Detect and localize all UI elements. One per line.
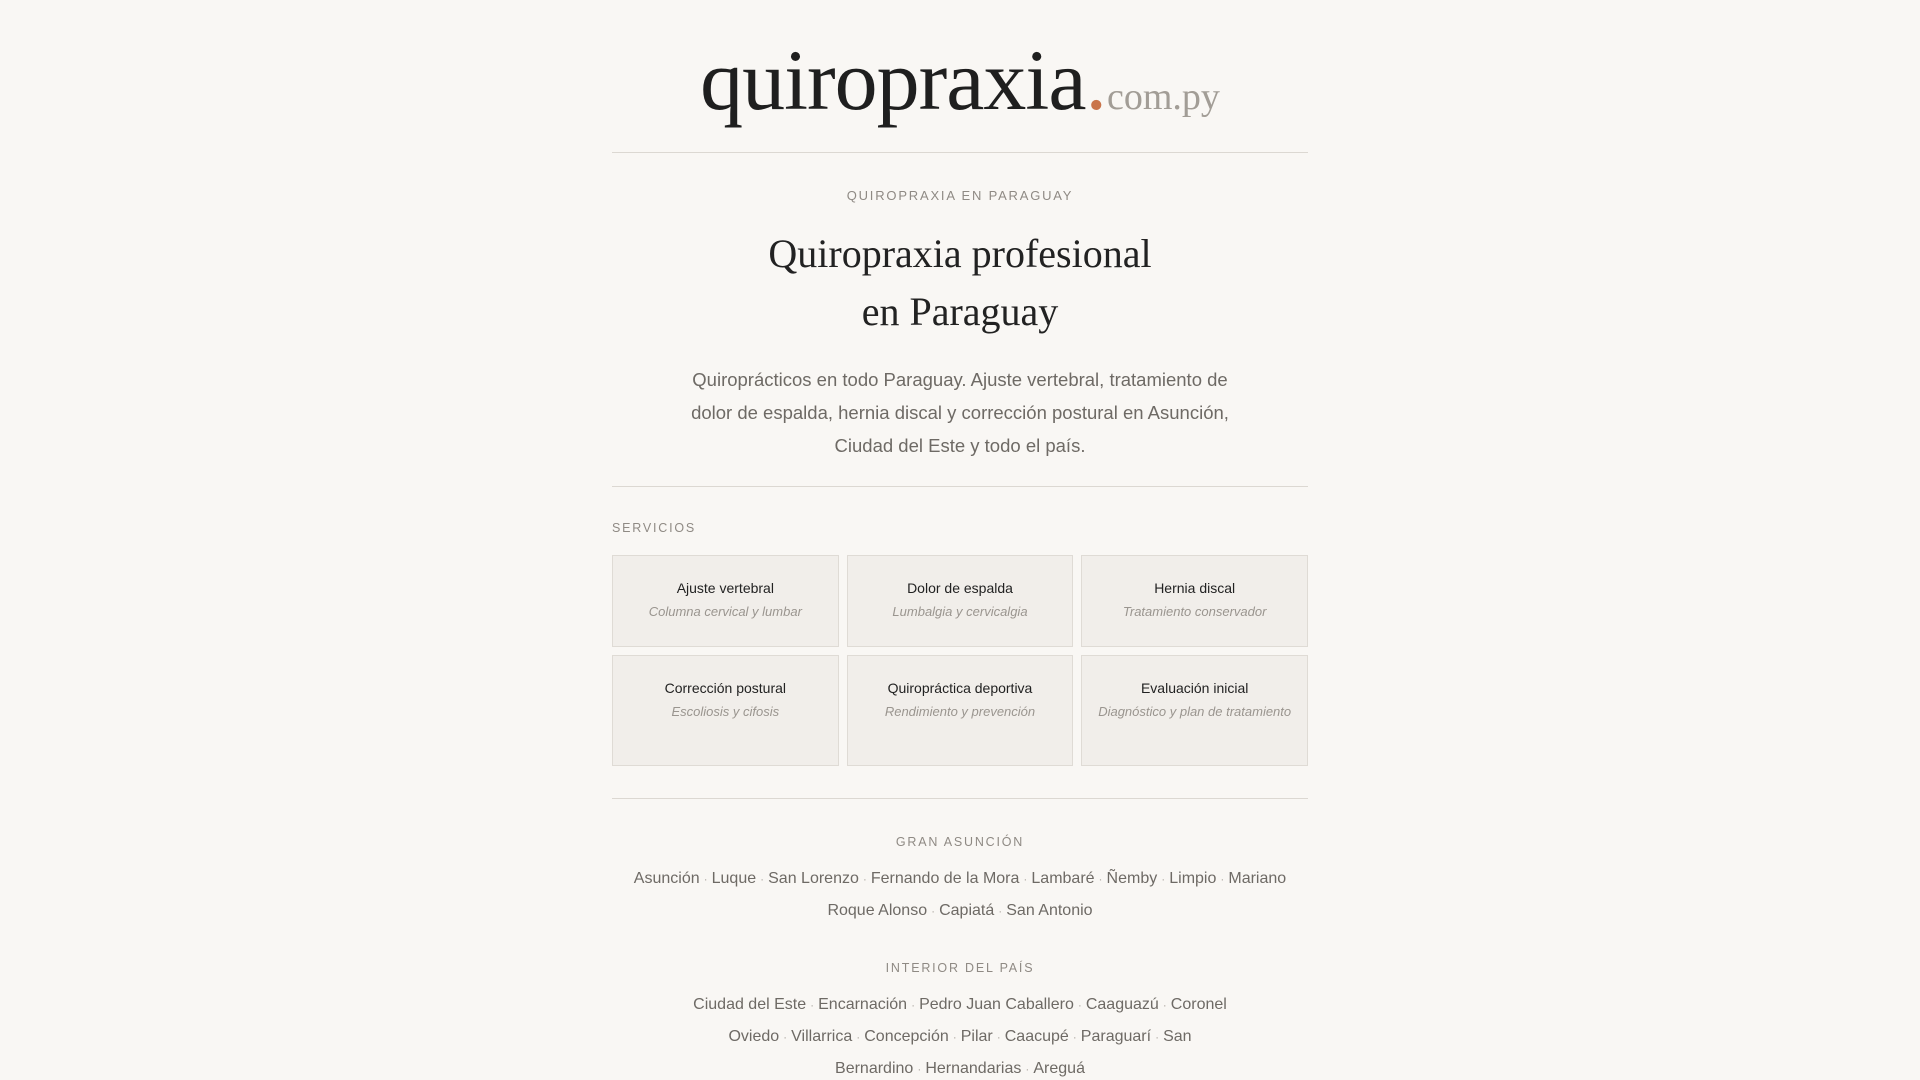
city-separator: · (856, 1030, 861, 1044)
city-separator: · (911, 998, 916, 1012)
hero-eyebrow: QUIROPRAXIA EN PARAGUAY (846, 188, 1074, 203)
city-separator: · (996, 1030, 1001, 1044)
city-separator: · (952, 1030, 957, 1044)
service-title: Quiropráctica deportiva (887, 680, 1033, 696)
city-link[interactable]: Asunción (633, 870, 700, 887)
service-subtitle: Lumbalgia y cervicalgia (892, 604, 1028, 619)
city-separator: · (783, 1030, 788, 1044)
services-section (612, 487, 1308, 799)
city-link[interactable]: Ñemby (1106, 870, 1158, 887)
city-link[interactable]: San Bernardino (835, 1028, 1192, 1077)
cities-section (612, 799, 1308, 1080)
logo-name: quiropraxia (700, 32, 1086, 128)
service-subtitle: Rendimiento y prevención (884, 704, 1036, 719)
city-separator: · (1072, 1030, 1077, 1044)
service-card-hernia-discal[interactable] (1081, 555, 1308, 647)
service-card-ajuste-vertebral[interactable] (612, 555, 839, 647)
service-title: Corrección postural (664, 680, 787, 696)
city-link[interactable]: Hernandarias (925, 1060, 1022, 1077)
service-subtitle: Tratamiento conservador (1122, 604, 1267, 619)
city-separator: · (998, 904, 1003, 918)
service-card-evaluacion-inicial[interactable] (1081, 655, 1308, 766)
city-link[interactable]: Coronel Oviedo (728, 996, 1227, 1045)
city-link[interactable]: San Lorenzo (768, 870, 859, 887)
site-header (612, 0, 1308, 153)
city-link[interactable]: Pilar (960, 1028, 993, 1045)
service-subtitle: Columna cervical y lumbar (648, 604, 802, 619)
city-separator: · (1162, 998, 1167, 1012)
city-link[interactable]: Luque (711, 870, 757, 887)
service-title: Evaluación inicial (1140, 680, 1249, 696)
city-separator: · (931, 904, 936, 918)
logo-tld: com.py (1106, 76, 1220, 118)
city-link[interactable]: Encarnación (818, 996, 908, 1013)
service-card-correccion-postural[interactable] (612, 655, 839, 766)
hero-title-line2: en Paraguay (861, 289, 1059, 334)
city-link[interactable]: Caacupé (1004, 1028, 1069, 1045)
city-link[interactable]: Paraguarí (1080, 1028, 1152, 1045)
service-title: Dolor de espalda (907, 580, 1013, 596)
site-logo[interactable] (700, 30, 1220, 130)
interior-city-list (612, 989, 1308, 1080)
hero-title (612, 225, 1308, 341)
service-title: Ajuste vertebral (676, 580, 774, 596)
gran-asuncion-city-list (612, 863, 1308, 927)
city-separator: · (1220, 872, 1225, 886)
city-separator: · (1161, 872, 1166, 886)
city-separator: · (760, 872, 765, 886)
gran-asuncion-label: GRAN ASUNCIÓN (895, 835, 1025, 849)
service-card-quiropractica-deportiva[interactable] (847, 655, 1074, 766)
city-link[interactable]: Fernando de la Mora (870, 870, 1020, 887)
city-separator: · (1023, 872, 1028, 886)
hero-title-line1: Quiropraxia profesional (768, 231, 1152, 276)
city-link[interactable]: Ciudad del Este (693, 996, 807, 1013)
city-separator: · (1077, 998, 1082, 1012)
interior-label: INTERIOR DEL PAÍS (885, 961, 1035, 975)
city-link[interactable]: Villarrica (791, 1028, 853, 1045)
city-separator: · (917, 1062, 922, 1076)
city-separator: · (810, 998, 815, 1012)
city-link[interactable]: Limpio (1169, 870, 1217, 887)
city-link[interactable]: San Antonio (1006, 902, 1093, 919)
city-link[interactable]: Caaguazú (1085, 996, 1159, 1013)
city-separator: · (862, 872, 867, 886)
city-link[interactable]: Pedro Juan Caballero (919, 996, 1074, 1013)
hero-lead: Quiroprácticos en todo Paraguay. Ajuste vertebral, tratamiento de dolor de espalda, hernia discal y corrección postural en Asunción, Ciudad del Este y todo el país. (691, 369, 1229, 456)
city-separator: · (1025, 1062, 1030, 1076)
city-separator: · (1155, 1030, 1160, 1044)
city-link[interactable]: Capiatá (939, 902, 995, 919)
city-separator: · (703, 872, 708, 886)
service-title: Hernia discal (1154, 580, 1236, 596)
service-subtitle: Diagnóstico y plan de tratamiento (1098, 704, 1292, 719)
service-card-dolor-de-espalda[interactable] (847, 555, 1074, 647)
city-link[interactable]: Mariano Roque Alonso (827, 870, 1287, 919)
hero-section (612, 153, 1308, 487)
city-link[interactable]: Concepción (864, 1028, 949, 1045)
city-separator: · (1098, 872, 1103, 886)
city-link[interactable]: Lambaré (1031, 870, 1095, 887)
city-link[interactable]: Areguá (1033, 1060, 1085, 1077)
service-subtitle: Escoliosis y cifosis (671, 704, 780, 719)
services-label: SERVICIOS (612, 521, 697, 535)
services-grid (612, 555, 1308, 766)
page-container (612, 0, 1308, 1080)
logo-dot: . (1085, 32, 1107, 128)
